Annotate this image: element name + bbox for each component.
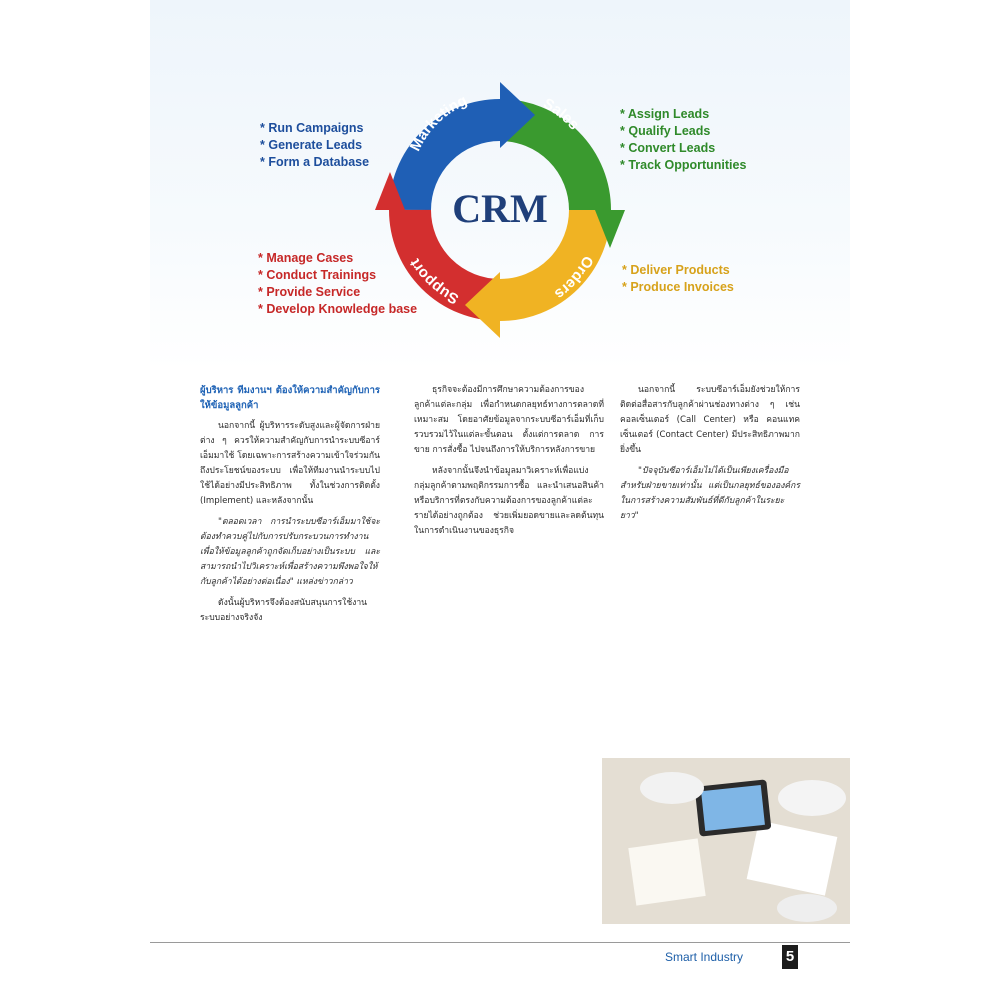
support-item: * Manage Cases (258, 250, 417, 267)
paragraph: หลังจากนั้นจึงนำข้อมูลมาวิเคราะห์เพื่อแบ่งกลุ่มลูกค้าตามพฤติกรรมการซื้อ และนำเสนอสินค้าหรือบริการที่ตรงกับความต้องการของลูกค้าแต่ละรายได้อย่างถูกต้อง ช่วยเพิ่มยอดขายและลดต้นทุนในการดำเนินงานของธุรกิจ (414, 466, 604, 536)
marketing-item: * Form a Database (260, 154, 369, 171)
paragraph: นอกจากนี้ ผู้บริหารระดับสูงและผู้จัดการฝ่ายต่าง ๆ ควรให้ความสำคัญกับการนำระบบซีอาร์เอ็มมาใช้ โดยเฉพาะการสร้างความเข้าใจร่วมกันถึงประโยชน์ของระบบ เพื่อให้ทีมงานนำระบบไปใช้ได้อย่างมีประสิทธิภาพ ทั้งในช่วงการติดตั้ง (Implement) และหลังจากนั้น (200, 421, 380, 506)
support-item: * Provide Service (258, 284, 417, 301)
segment-label-support: Support (406, 255, 462, 308)
footer-rule (150, 942, 850, 943)
article-column-3 (620, 383, 800, 530)
marketing-items (260, 120, 369, 171)
magazine-page (150, 0, 850, 1000)
marketing-item: * Run Campaigns (260, 120, 369, 137)
crm-diagram (150, 0, 850, 370)
support-items (258, 250, 417, 318)
magazine-name: Smart Industry (665, 950, 744, 964)
crm-center-label: CRM (452, 186, 548, 231)
sales-item: * Qualify Leads (620, 123, 746, 140)
page-number: 5 (782, 945, 798, 969)
sales-item: * Track Opportunities (620, 157, 746, 174)
sales-items (620, 106, 746, 174)
section-heading: ผู้บริหาร ทีมงานฯ ต้องให้ความสำคัญกับการให้ข้อมูลลูกค้า (200, 385, 380, 411)
paragraph: ดังนั้นผู้บริหารจึงต้องสนับสนุนการใช้งานระบบอย่างจริงจัง (200, 598, 368, 623)
marketing-item: * Generate Leads (260, 137, 369, 154)
sales-item: * Convert Leads (620, 140, 746, 157)
crm-cycle-graphic (150, 0, 850, 370)
segment-label-orders: Orders (551, 253, 597, 303)
quote-paragraph: "ปัจจุบันซีอาร์เอ็มไม่ได้เป็นเพียงเครื่องมือสำหรับฝ่ายขายเท่านั้น แต่เป็นกลยุทธ์ขององค์กรในการสร้างความสัมพันธ์ที่ดีกับลูกค้าในระยะยาว" (620, 466, 800, 521)
support-item: * Conduct Trainings (258, 267, 417, 284)
quote-paragraph: "ตลอดเวลา การนำระบบซีอาร์เอ็มมาใช้จะต้องทำควบคู่ไปกับการปรับกระบวนการทำงาน เพื่อให้ข้อมูลลูกค้าถูกจัดเก็บอย่างเป็นระบบ และสามารถนำไปวิเคราะห์เพื่อสร้างความพึงพอใจให้กับลูกค้าได้อย่างต่อเนื่อง" แหล่งข่าวกล่าว (200, 517, 380, 587)
paragraph: นอกจากนี้ ระบบซีอาร์เอ็มยังช่วยให้การติดต่อสื่อสารกับลูกค้าผ่านช่องทางต่าง ๆ เช่น คอลเซ็นเตอร์ (Call Center) หรือ คอนแทคเซ็นเตอร์ (Contact Center) มีประสิทธิภาพมากยิ่งขึ้น (620, 385, 800, 455)
segment-label-marketing: Marketing (406, 91, 470, 154)
support-item: * Develop Knowledge base (258, 301, 417, 318)
photo-illustration (602, 758, 850, 924)
business-meeting-photo (602, 758, 850, 924)
orders-items (622, 262, 734, 296)
orders-item: * Deliver Products (622, 262, 734, 279)
orders-item: * Produce Invoices (622, 279, 734, 296)
sales-item: * Assign Leads (620, 106, 746, 123)
article-column-1 (200, 383, 380, 632)
article-column-2 (414, 383, 604, 545)
segment-label-sales: Sales (540, 95, 583, 134)
paragraph: ธุรกิจจะต้องมีการศึกษาความต้องการของลูกค้าแต่ละกลุ่ม เพื่อกำหนดกลยุทธ์ทางการตลาดที่เหมาะสม โดยอาศัยข้อมูลจากระบบซีอาร์เอ็มที่เก็บรวบรวมไว้ในแต่ละขั้นตอน ตั้งแต่การตลาด การขาย การสั่งซื้อ ไปจนถึงการให้บริการหลังการขาย (414, 385, 604, 455)
